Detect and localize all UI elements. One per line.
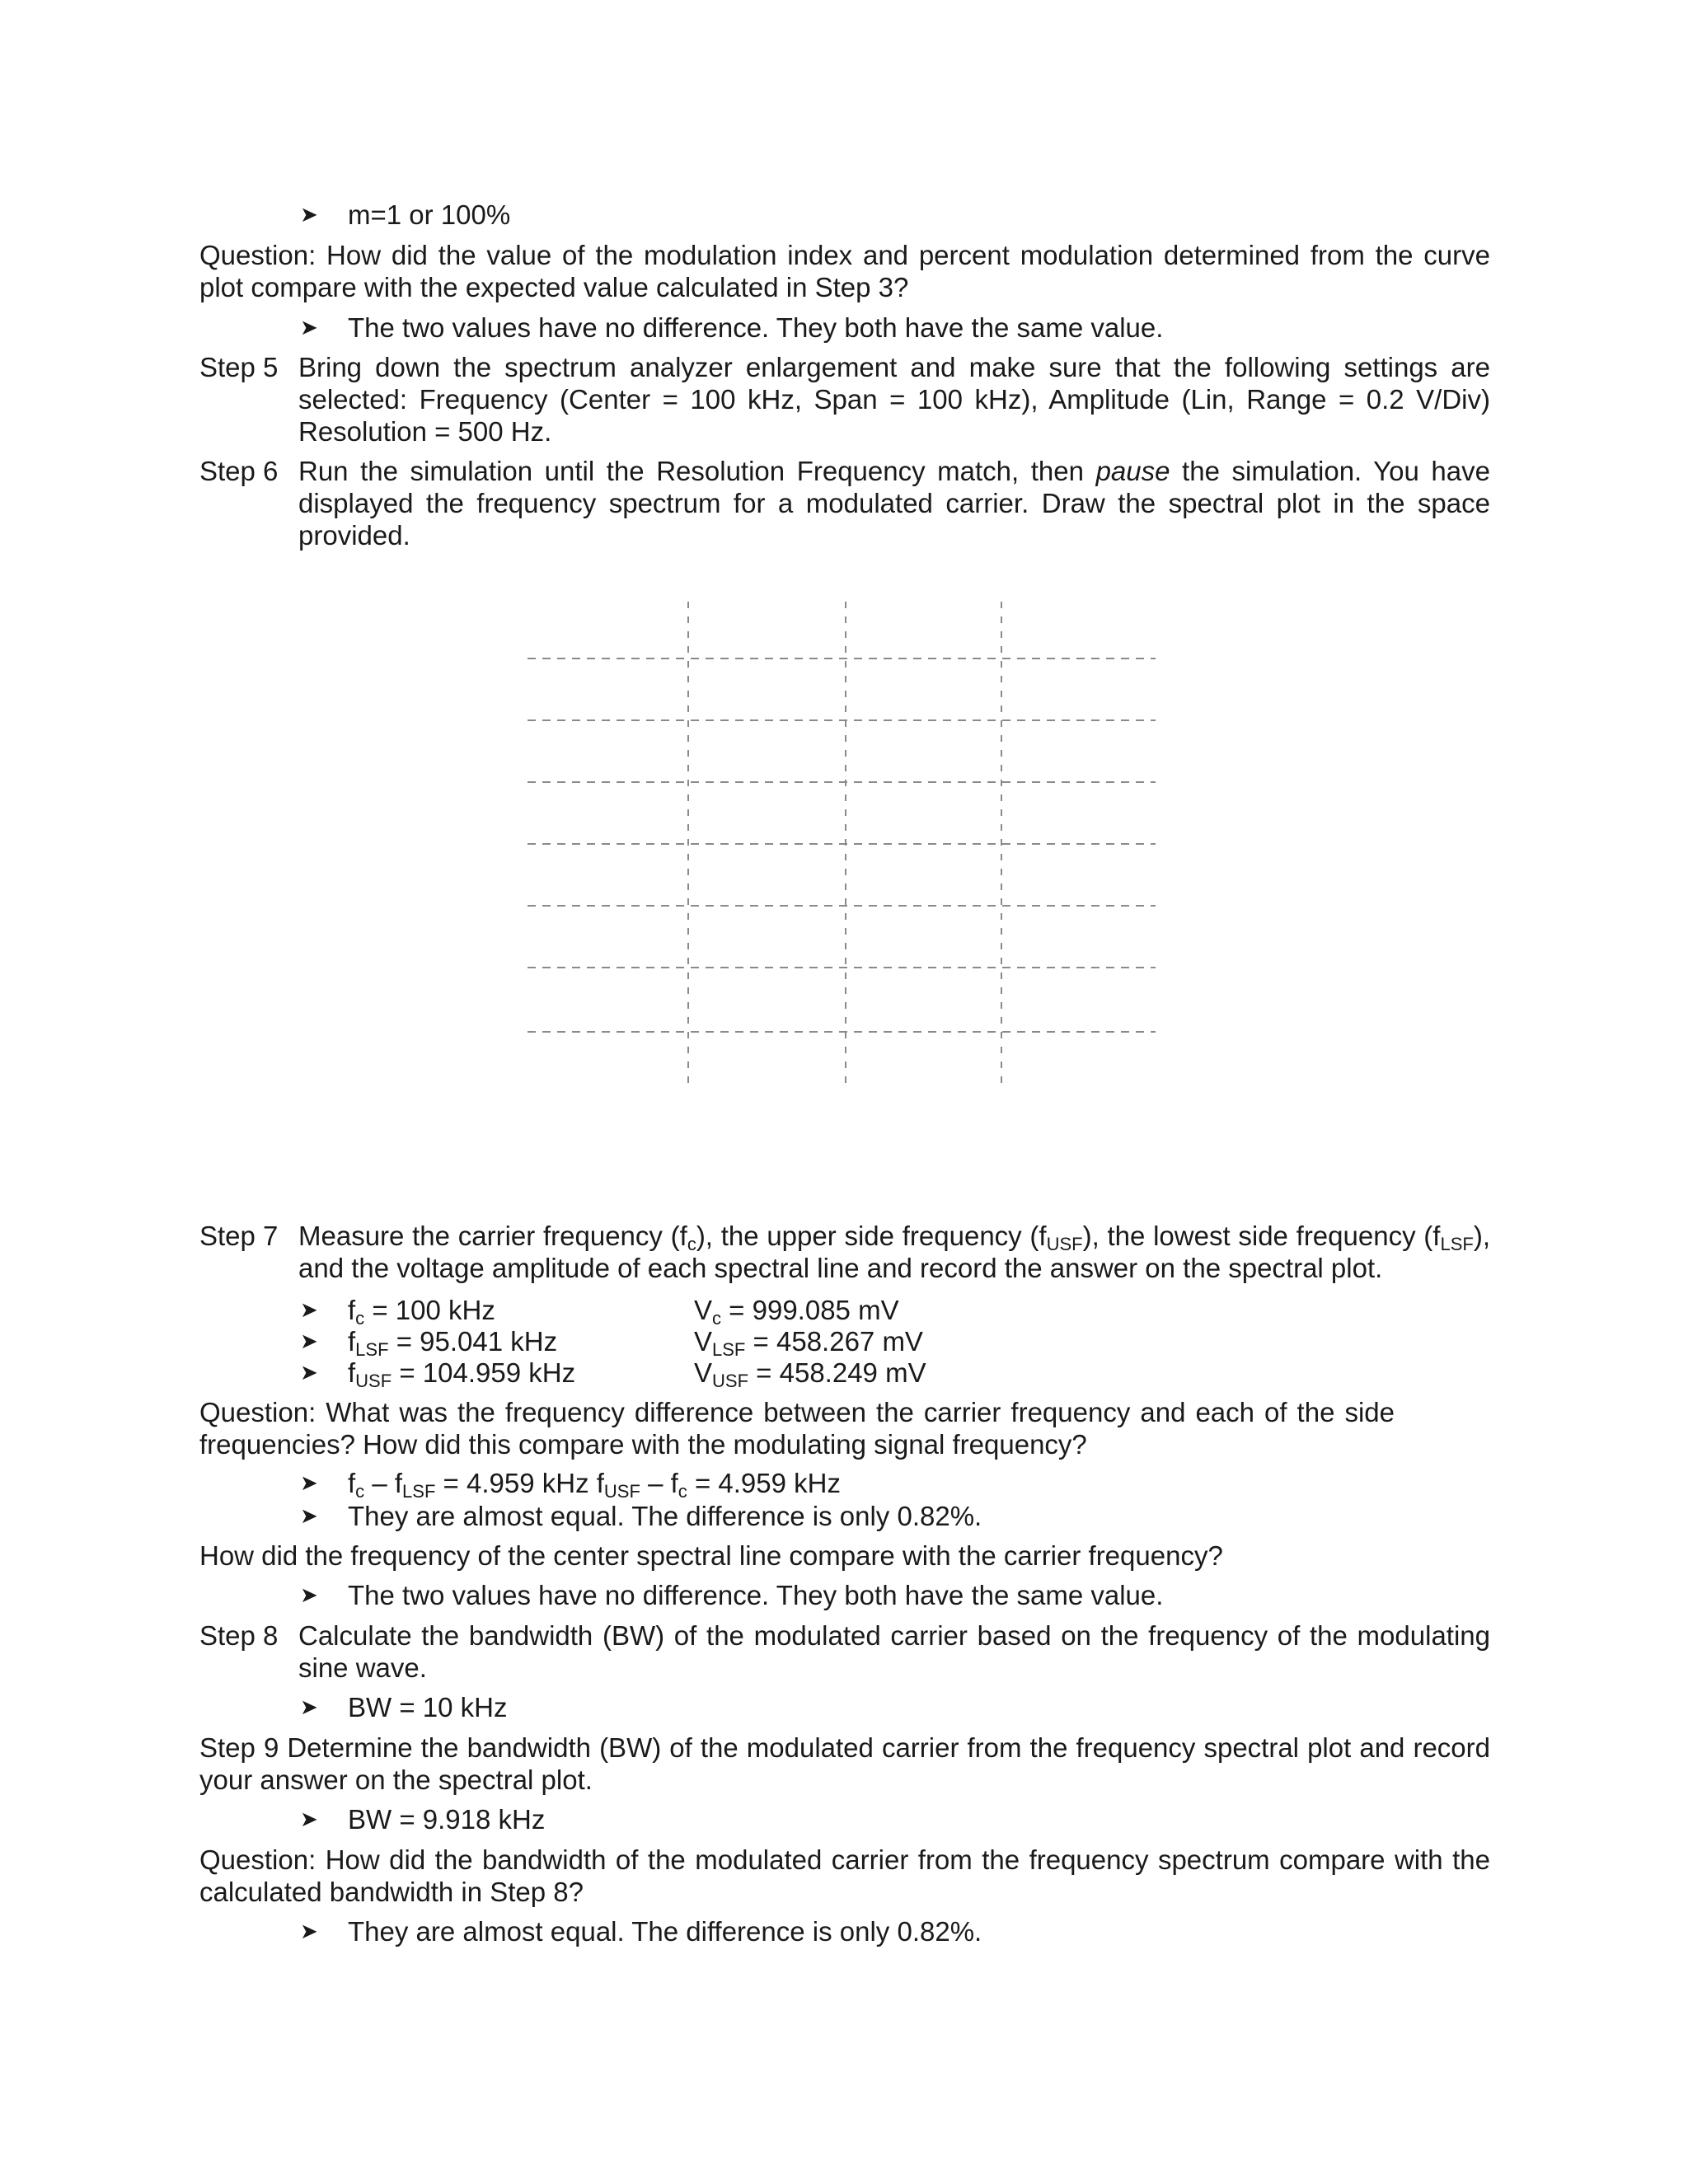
step-text: Run the simulation until the Resolution Frequency match, then pause the simulation. You have displayed the frequency spectrum for a modulated carrier. Draw the spectral plot in the space provided.	[298, 456, 1490, 551]
arrow-bullet-icon: ➤	[300, 1503, 318, 1528]
arrow-bullet-icon: ➤	[300, 1807, 318, 1831]
question-4: Question: How did the bandwidth of the modulated carrier from the frequency spectrum compare with the calculated bandwidth in Step 8?	[199, 1844, 1490, 1907]
bullet-text: BW = 10 kHz	[348, 1692, 508, 1722]
arrow-bullet-icon: ➤	[300, 1329, 318, 1353]
question-2: Question: What was the frequency difference between the carrier frequency and each of the side frequencies? How did this compare with the modulating signal frequency?	[199, 1397, 1395, 1460]
arrow-bullet-icon: ➤	[300, 1470, 318, 1495]
step-6	[199, 455, 1490, 554]
measurement-vlsf: $V_{LSF} = 458.267$ mV	[694, 1326, 923, 1360]
spectral-plot-grid	[528, 595, 1162, 1094]
step-label: Step 7	[199, 1221, 279, 1251]
arrow-bullet-icon: ➤	[300, 315, 318, 340]
step-text: Measure the carrier frequency $(f_c)$, the upper side frequency $(f_{USF})$, the lowest side frequency $(f_{LSF})$, and the voltage amplitude of each spectral line and record the answer on the spectral plot.	[298, 1221, 1490, 1283]
question-3: How did the frequency of the center spectral line compare with the carrier frequency?	[199, 1540, 1223, 1571]
step-7	[199, 1220, 1490, 1289]
bullet-text: The two values have no difference. They both have the same value.	[348, 1580, 1164, 1610]
step-label: Step 6	[199, 456, 279, 486]
arrow-bullet-icon: ➤	[300, 1694, 318, 1719]
step-label: Step 5	[199, 352, 279, 382]
step-9: Step 9 Determine the bandwidth (BW) of the modulated carrier from the frequency spectral plot and record your answer on the spectral plot.	[199, 1732, 1490, 1795]
step-5	[199, 351, 1490, 450]
emphasis-pause: pause	[1095, 456, 1170, 486]
arrow-bullet-icon: ➤	[300, 1919, 318, 1943]
bullet-text: They are almost equal. The difference is only 0.82%.	[348, 1501, 982, 1531]
bullet-text: BW = 9.918 kHz	[348, 1804, 546, 1835]
bullet-text: m=1 or 100%	[348, 199, 511, 230]
step-text: Bring down the spectrum analyzer enlargement and make sure that the following settings are selected: Frequency (Center = 100 kHz, Span = 100 kHz), Amplitude (Lin, Range = 0.2 V/Div) Resolution = 500 Hz.	[298, 352, 1490, 447]
arrow-bullet-icon: ➤	[300, 1297, 318, 1322]
bullet-text: The two values have no difference. They both have the same value.	[348, 312, 1164, 343]
bullet-text: They are almost equal. The difference is only 0.82%.	[348, 1916, 982, 1947]
arrow-bullet-icon: ➤	[300, 1582, 318, 1607]
measurement-vusf: $V_{USF} = 458.249$ mV	[694, 1357, 926, 1391]
arrow-bullet-icon: ➤	[300, 202, 318, 227]
step-8	[199, 1619, 1490, 1685]
question-1: Question: How did the value of the modulation index and percent modulation determined from the curve plot compare with the expected value calculated in Step 3?	[199, 240, 1490, 302]
document-page: ➤ m=1 or 100% Question: How did the value of the modulation index and percent modulation determined from the curve plot compare with the expected value calculated in Step 3? ➤ The two values have no difference. They both have the same value. Step 5 Bring down the spectrum analyzer enlargement and make sure that the following settings are selected: Frequency (Center = 100 kHz, Span = 100 kHz), Amplitude (Lin, Range = 0.2 V/Div) Resolution = 500 Hz. Step 6 Run the simulation until the Resolution Frequency match, then pause the simulation. You have displayed the frequency spectrum for a modulated carrier. Draw the spectral plot in the space provided. Step 7 Measure the carrier frequency $(f_c)$, the upper side frequency $(f_{USF})$, the lowest side frequency $(f_{LSF})$, and the voltage amplitude of each spectral line and record the answer on the spectral plot. ➤ $f_c = 100$ kHz $V_c = 999.085$ mV ➤ $f_{LSF} = 95.041$ kHz $V_{LSF} = 458.267$ mV ➤ $f_{USF} = 104.959$ kHz $V_{USF} = 458.249$ mV Question: What was the frequency difference between the carrier frequency and each of the side frequencies? How did this compare with the modulating signal frequency? ➤ $f_c - f_{LSF} = 4.959$ kHz $f_{USF} - f_c = 4.959$ kHz ➤ They are almost equal. The difference is only 0.82%. How did the frequency of the center spectral line compare with the carrier frequency? ➤ The two values have no difference. They both have the same value. Step 8 Calculate the bandwidth (BW) of the modulated carrier based on the frequency of the modulating sine wave. ➤ BW = 10 kHz Step 9 Determine the bandwidth (BW) of the modulated carrier from the frequency spectral plot and record your answer on the spectral plot. ➤ BW = 9.918 kHz Question: How did the bandwidth of the modulated carrier from the frequency spectrum compare with the calculated bandwidth in Step 8? ➤ They are almost equal. The difference is only 0.82%.	[199, 199, 1490, 1947]
step-label: Step 8	[199, 1620, 279, 1651]
measurement-vc: $V_c = 999.085$ mV	[694, 1295, 899, 1329]
step-text: Calculate the bandwidth (BW) of the modulated carrier based on the frequency of the modulating sine wave.	[298, 1620, 1490, 1683]
arrow-bullet-icon: ➤	[300, 1360, 318, 1385]
